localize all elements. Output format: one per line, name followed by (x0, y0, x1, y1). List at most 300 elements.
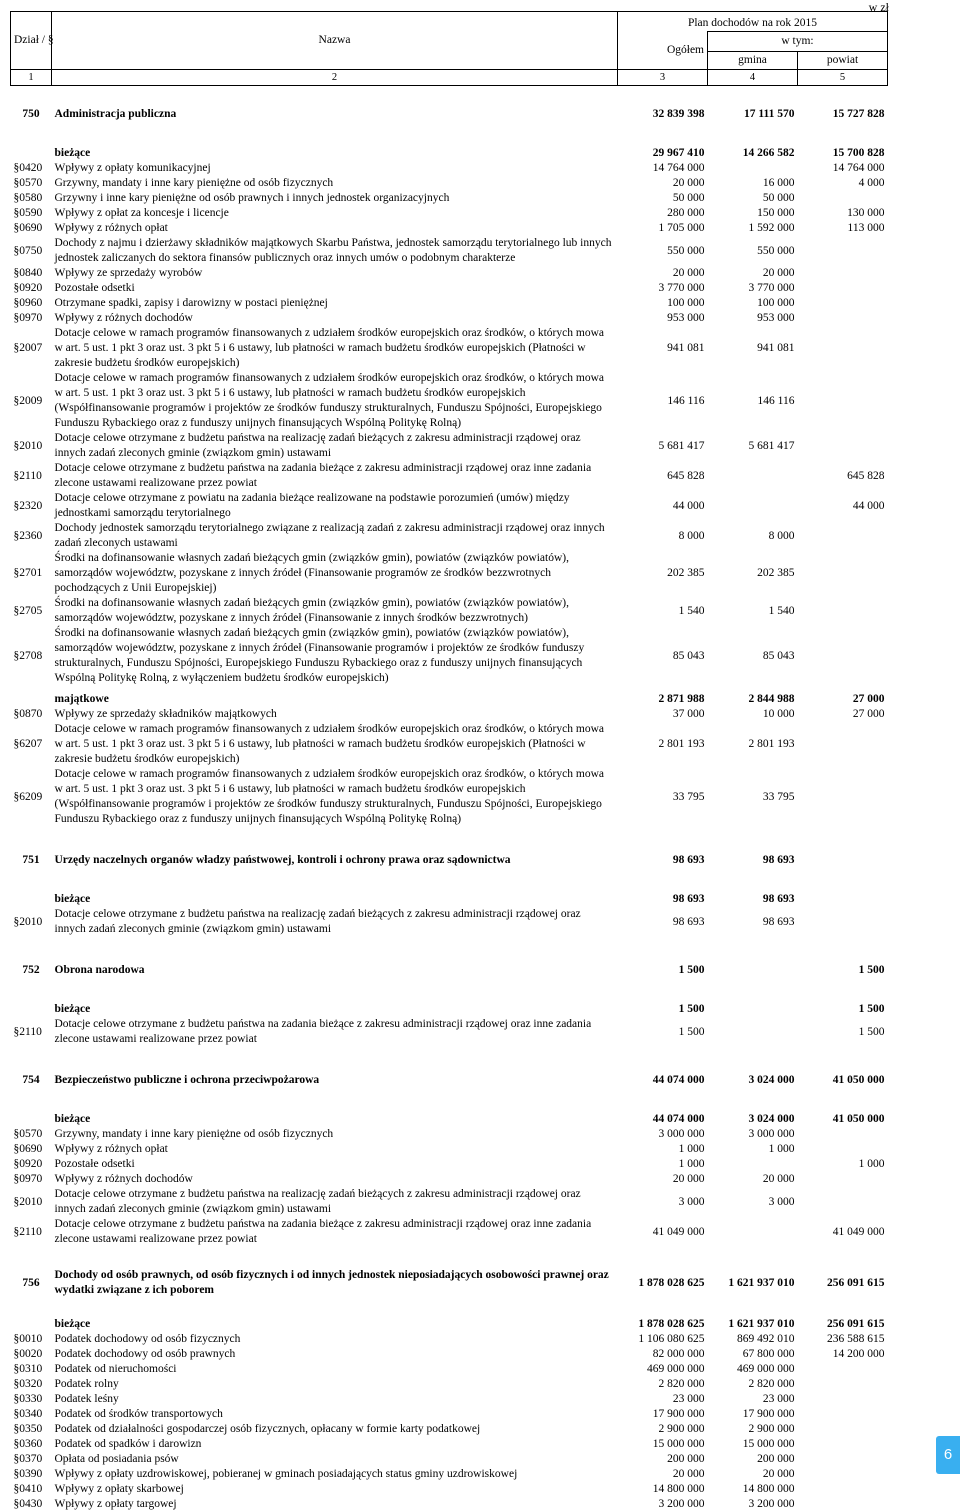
row-name: Grzywny i inne kary pieniężne od osób prawnych i innych jednostek organizacyjnych (52, 191, 618, 206)
row-code: §0920 (11, 1157, 52, 1172)
row-name: bieżące (52, 886, 618, 907)
row-ogolem: 20 000 (618, 1172, 708, 1187)
row-gmina (708, 996, 798, 1017)
table-row (11, 1392, 888, 1407)
row-gmina: 23 000 (708, 1392, 798, 1407)
row-gmina: 50 000 (708, 191, 798, 206)
row-gmina: 20 000 (708, 266, 798, 281)
row-gmina (708, 1157, 798, 1172)
row-gmina: 17 900 000 (708, 1407, 798, 1422)
spacer-row (11, 1047, 888, 1065)
row-ogolem: 469 000 000 (618, 1362, 708, 1377)
row-powiat: 1 000 (798, 1157, 888, 1172)
row-name: Wpływy ze sprzedaży wyrobów (52, 266, 618, 281)
row-gmina: 14 266 582 (708, 140, 798, 161)
row-powiat (798, 266, 888, 281)
row-code: §2701 (11, 551, 52, 596)
spacer-row (11, 937, 888, 955)
row-name: Dotacje celowe otrzymane z budżetu państwa na realizację zadań bieżących z zakresu administracji rządowej oraz innych zadań zleconych gminie (związkom gmin) ustawami (52, 907, 618, 937)
row-code: §2110 (11, 1217, 52, 1247)
row-gmina: 1 592 000 (708, 221, 798, 236)
row-name: Wpływy z opłat za koncesje i licencje (52, 206, 618, 221)
row-name: Wpływy z różnych dochodów (52, 1172, 618, 1187)
section-dzial-row (11, 99, 888, 127)
spacer-row (11, 873, 888, 886)
row-gmina: 100 000 (708, 296, 798, 311)
row-name: Bezpieczeństwo publiczne i ochrona przeciwpożarowa (52, 1065, 618, 1093)
row-ogolem: 44 000 (618, 491, 708, 521)
row-code: 756 (11, 1265, 52, 1298)
row-name: Dotacje celowe otrzymane z budżetu państwa na realizację zadań bieżących z zakresu administracji rządowej oraz innych zadań zleconych gminie (związkom gmin) ustawami (52, 431, 618, 461)
subtotal-row (11, 1106, 888, 1127)
row-code: 751 (11, 845, 52, 873)
row-powiat (798, 907, 888, 937)
row-ogolem: 3 000 (618, 1187, 708, 1217)
row-powiat: 1 500 (798, 996, 888, 1017)
row-code (11, 886, 52, 907)
row-ogolem: 1 878 028 625 (618, 1311, 708, 1332)
row-name: Podatek dochodowy od osób prawnych (52, 1347, 618, 1362)
row-powiat: 1 500 (798, 955, 888, 983)
row-name: Środki na dofinansowanie własnych zadań bieżących gmin (związków gmin), powiatów (związków powiatów), samorządów województw, pozyskane z innych źródeł (Finansowanie z innych środków bezzwrotnych) (52, 596, 618, 626)
row-code: §0960 (11, 296, 52, 311)
row-powiat (798, 1482, 888, 1497)
row-gmina: 200 000 (708, 1452, 798, 1467)
row-powiat (798, 191, 888, 206)
row-name: Grzywny, mandaty i inne kary pieniężne od osób fizycznych (52, 176, 618, 191)
row-powiat (798, 767, 888, 827)
row-gmina: 202 385 (708, 551, 798, 596)
row-ogolem: 280 000 (618, 206, 708, 221)
spacer-cell (11, 873, 888, 886)
spacer-row (11, 1247, 888, 1265)
page-number-tab: 6 (936, 1436, 960, 1474)
header-plan-title: Plan dochodów na rok 2015 (618, 12, 888, 32)
table-row (11, 1482, 888, 1497)
row-ogolem: 82 000 000 (618, 1347, 708, 1362)
row-gmina: 33 795 (708, 767, 798, 827)
row-code: §0750 (11, 236, 52, 266)
row-gmina: 2 801 193 (708, 722, 798, 767)
row-ogolem: 98 693 (618, 886, 708, 907)
row-gmina: 14 800 000 (708, 1482, 798, 1497)
row-name: Dotacje celowe otrzymane z budżetu państwa na zadania bieżące z zakresu administracji rządowej oraz inne zadania zlecone ustawami realizowane przez powiat (52, 461, 618, 491)
row-powiat (798, 845, 888, 873)
row-name: bieżące (52, 1311, 618, 1332)
row-ogolem: 33 795 (618, 767, 708, 827)
spacer-cell (11, 86, 888, 100)
row-name: Wpływy z różnych dochodów (52, 311, 618, 326)
subtotal-row (11, 996, 888, 1017)
row-name: Podatek rolny (52, 1377, 618, 1392)
row-gmina: 3 024 000 (708, 1065, 798, 1093)
table-row (11, 236, 888, 266)
row-ogolem: 37 000 (618, 707, 708, 722)
row-name: Wpływy z opłaty skarbowej (52, 1482, 618, 1497)
row-powiat (798, 431, 888, 461)
row-powiat (798, 886, 888, 907)
row-ogolem: 44 074 000 (618, 1065, 708, 1093)
row-ogolem: 3 000 000 (618, 1127, 708, 1142)
row-powiat (798, 1142, 888, 1157)
row-code (11, 1311, 52, 1332)
row-gmina: 869 492 010 (708, 1332, 798, 1347)
row-code: §0690 (11, 1142, 52, 1157)
table-row (11, 1422, 888, 1437)
row-name: Wpływy z różnych opłat (52, 221, 618, 236)
row-name: Otrzymane spadki, zapisy i darowizny w postaci pieniężnej (52, 296, 618, 311)
row-code: §0970 (11, 311, 52, 326)
table-row (11, 1407, 888, 1422)
spacer-row (11, 1093, 888, 1106)
row-powiat (798, 1127, 888, 1142)
row-name: Wpływy z różnych opłat (52, 1142, 618, 1157)
row-powiat (798, 1422, 888, 1437)
row-powiat: 15 727 828 (798, 99, 888, 127)
row-code: §2010 (11, 907, 52, 937)
row-name: Pozostałe odsetki (52, 1157, 618, 1172)
row-name: Obrona narodowa (52, 955, 618, 983)
row-powiat (798, 1452, 888, 1467)
row-powiat (798, 1172, 888, 1187)
row-gmina: 146 116 (708, 371, 798, 431)
spacer-cell (11, 983, 888, 996)
table-row (11, 1467, 888, 1482)
row-powiat (798, 1392, 888, 1407)
row-code: §0320 (11, 1377, 52, 1392)
row-gmina: 98 693 (708, 886, 798, 907)
row-code (11, 686, 52, 707)
row-powiat (798, 1187, 888, 1217)
row-ogolem: 98 693 (618, 907, 708, 937)
row-gmina: 3 000 000 (708, 1127, 798, 1142)
table-row (11, 551, 888, 596)
row-code: §0590 (11, 206, 52, 221)
row-gmina: 98 693 (708, 845, 798, 873)
table-row (11, 431, 888, 461)
row-powiat (798, 1377, 888, 1392)
row-name: Wpływy z opłaty targowej (52, 1497, 618, 1512)
table-row (11, 1332, 888, 1347)
row-ogolem: 44 074 000 (618, 1106, 708, 1127)
row-ogolem: 1 878 028 625 (618, 1265, 708, 1298)
row-gmina: 17 111 570 (708, 99, 798, 127)
column-number: 4 (708, 70, 798, 86)
row-ogolem: 3 200 000 (618, 1497, 708, 1512)
row-code: §0430 (11, 1497, 52, 1512)
row-gmina: 85 043 (708, 626, 798, 686)
row-code (11, 140, 52, 161)
row-powiat (798, 551, 888, 596)
row-gmina: 10 000 (708, 707, 798, 722)
row-powiat (798, 296, 888, 311)
spacer-row (11, 1298, 888, 1311)
row-code: §0310 (11, 1362, 52, 1377)
section-dzial-row (11, 1265, 888, 1298)
table-row (11, 1127, 888, 1142)
unit-label: w zł (869, 0, 889, 15)
header-powiat: powiat (798, 52, 888, 70)
row-code: 752 (11, 955, 52, 983)
column-numbers-row (11, 70, 888, 86)
row-ogolem: 14 800 000 (618, 1482, 708, 1497)
table-row (11, 491, 888, 521)
section-dzial-row (11, 955, 888, 983)
row-gmina: 2 900 000 (708, 1422, 798, 1437)
row-name: Dotacje celowe w ramach programów finansowanych z udziałem środków europejskich oraz środków, o których mowa w art. 5 ust. 1 pkt 3 oraz ust. 3 pkt 5 i 6 ustawy, lub płatności w ramach budżetu środków europejskich (Płatności w zakresie budżetu środków europejskich) (52, 722, 618, 767)
row-name: Grzywny, mandaty i inne kary pieniężne od osób fizycznych (52, 1127, 618, 1142)
spacer-cell (11, 1247, 888, 1265)
row-ogolem: 8 000 (618, 521, 708, 551)
row-powiat (798, 521, 888, 551)
row-powiat: 27 000 (798, 686, 888, 707)
row-gmina: 550 000 (708, 236, 798, 266)
row-ogolem: 50 000 (618, 191, 708, 206)
row-name: Środki na dofinansowanie własnych zadań bieżących gmin (związków gmin), powiatów (związków powiatów), samorządów województw, pozyskane z innych źródeł (Finansowanie programów i projektów ze środków funduszy strukturalnych, Funduszu Spójności, Europejskiego Funduszu Rybackiego oraz z funduszy unijnych finansujących Wspólną Politykę Rolną, z wyłączeniem budżetu środków europejskich) (52, 626, 618, 686)
row-code: §6209 (11, 767, 52, 827)
table-row (11, 206, 888, 221)
row-ogolem: 14 764 000 (618, 161, 708, 176)
row-powiat: 1 500 (798, 1017, 888, 1047)
row-ogolem: 20 000 (618, 176, 708, 191)
table-row (11, 626, 888, 686)
row-powiat: 14 764 000 (798, 161, 888, 176)
table-row (11, 1362, 888, 1377)
row-gmina (708, 461, 798, 491)
row-ogolem: 1 000 (618, 1157, 708, 1172)
table-row (11, 1347, 888, 1362)
row-code: §2009 (11, 371, 52, 431)
row-gmina: 469 000 000 (708, 1362, 798, 1377)
table-row (11, 161, 888, 176)
row-gmina: 2 820 000 (708, 1377, 798, 1392)
header-nazwa: Nazwa (52, 12, 618, 70)
row-powiat (798, 1467, 888, 1482)
row-gmina: 16 000 (708, 176, 798, 191)
table-row (11, 311, 888, 326)
row-name: Środki na dofinansowanie własnych zadań bieżących gmin (związków gmin), powiatów (związków powiatów), samorządów województw, pozyskane z innych źródeł (Finansowanie programów ze środków bezzwrotnych pochodzących z Unii Europejskiej) (52, 551, 618, 596)
row-name: Dotacje celowe w ramach programów finansowanych z udziałem środków europejskich oraz środków, o których mowa w art. 5 ust. 1 pkt 3 oraz ust. 3 pkt 5 i 6 ustawy, lub płatności w ramach budżetu środków europejskich (Współfinansowanie programów i projektów ze środków funduszy strukturalnych, Funduszu Spójności, Europejskiego Funduszu Rybackiego oraz z funduszy unijnych finansujących Wspólną Politykę Rolną) (52, 371, 618, 431)
row-powiat (798, 1407, 888, 1422)
row-code: §2360 (11, 521, 52, 551)
spacer-row (11, 827, 888, 845)
row-ogolem: 15 000 000 (618, 1437, 708, 1452)
row-gmina: 150 000 (708, 206, 798, 221)
row-ogolem: 100 000 (618, 296, 708, 311)
row-name: Dotacje celowe w ramach programów finansowanych z udziałem środków europejskich oraz środków, o których mowa w art. 5 ust. 1 pkt 3 oraz ust. 3 pkt 5 i 6 ustawy, lub płatności w ramach budżetu środków europejskich (Współfinansowanie programów i projektów ze środków funduszy strukturalnych, Funduszu Spójności, Europejskiego Funduszu Rybackiego oraz z funduszy unijnych finansujących Wspólną Politykę Rolną) (52, 767, 618, 827)
row-powiat: 236 588 615 (798, 1332, 888, 1347)
row-name: Wpływy ze sprzedaży składników majątkowych (52, 707, 618, 722)
table-row (11, 1497, 888, 1512)
row-ogolem: 200 000 (618, 1452, 708, 1467)
row-ogolem: 202 385 (618, 551, 708, 596)
spacer-cell (11, 1047, 888, 1065)
row-gmina: 3 770 000 (708, 281, 798, 296)
row-powiat: 27 000 (798, 707, 888, 722)
row-ogolem: 1 000 (618, 1142, 708, 1157)
row-name: Podatek od działalności gospodarczej osób fizycznych, opłacany w formie karty podatkowej (52, 1422, 618, 1437)
table-header (11, 12, 888, 86)
row-code: §2110 (11, 461, 52, 491)
row-gmina: 3 024 000 (708, 1106, 798, 1127)
row-ogolem: 3 770 000 (618, 281, 708, 296)
row-gmina: 8 000 (708, 521, 798, 551)
row-powiat: 15 700 828 (798, 140, 888, 161)
row-powiat (798, 722, 888, 767)
row-code: §2110 (11, 1017, 52, 1047)
row-ogolem: 953 000 (618, 311, 708, 326)
row-ogolem: 5 681 417 (618, 431, 708, 461)
row-gmina: 953 000 (708, 311, 798, 326)
row-code: §0970 (11, 1172, 52, 1187)
row-code: §6207 (11, 722, 52, 767)
row-gmina: 3 200 000 (708, 1497, 798, 1512)
section-dzial-row (11, 1065, 888, 1093)
row-powiat (798, 626, 888, 686)
row-powiat (798, 311, 888, 326)
row-code: §0410 (11, 1482, 52, 1497)
table-row (11, 1142, 888, 1157)
row-code: §0570 (11, 176, 52, 191)
row-name: Podatek od spadków i darowizn (52, 1437, 618, 1452)
row-code: §2010 (11, 431, 52, 461)
row-powiat (798, 371, 888, 431)
row-powiat (798, 326, 888, 371)
row-name: Podatek dochodowy od osób fizycznych (52, 1332, 618, 1347)
row-ogolem: 1 540 (618, 596, 708, 626)
row-code: §0420 (11, 161, 52, 176)
row-gmina (708, 1217, 798, 1247)
row-powiat (798, 1362, 888, 1377)
table-row (11, 722, 888, 767)
table-row (11, 521, 888, 551)
row-code: §0340 (11, 1407, 52, 1422)
subtotal-row (11, 1311, 888, 1332)
spacer-cell (11, 127, 888, 140)
row-name: bieżące (52, 996, 618, 1017)
row-gmina: 20 000 (708, 1467, 798, 1482)
column-number: 3 (618, 70, 708, 86)
row-name: Administracja publiczna (52, 99, 618, 127)
row-code: §2007 (11, 326, 52, 371)
table-row (11, 1437, 888, 1452)
table-row (11, 707, 888, 722)
row-code: §0370 (11, 1452, 52, 1467)
row-powiat: 4 000 (798, 176, 888, 191)
row-name: Dochody od osób prawnych, od osób fizycznych i od innych jednostek nieposiadających osobowości prawnej oraz wydatki związane z ich poborem (52, 1265, 618, 1298)
row-code: 750 (11, 99, 52, 127)
row-code: §2010 (11, 1187, 52, 1217)
table-row (11, 1172, 888, 1187)
row-code: §0390 (11, 1467, 52, 1482)
header-dzial: Dział / § (11, 12, 52, 70)
row-gmina: 3 000 (708, 1187, 798, 1217)
row-gmina: 98 693 (708, 907, 798, 937)
row-name: Wpływy z opłaty komunikacyjnej (52, 161, 618, 176)
row-powiat: 113 000 (798, 221, 888, 236)
row-ogolem: 550 000 (618, 236, 708, 266)
section-dzial-row (11, 845, 888, 873)
row-powiat (798, 1437, 888, 1452)
row-gmina (708, 955, 798, 983)
table-row (11, 281, 888, 296)
row-code: §0020 (11, 1347, 52, 1362)
row-code: §0570 (11, 1127, 52, 1142)
table-row (11, 907, 888, 937)
spacer-cell (11, 1298, 888, 1311)
row-name: Dotacje celowe w ramach programów finansowanych z udziałem środków europejskich oraz środków, o których mowa w art. 5 ust. 1 pkt 3 oraz ust. 3 pkt 5 i 6 ustawy, lub płatności w ramach budżetu środków europejskich (Płatności w zakresie budżetu środków europejskich) (52, 326, 618, 371)
table-row (11, 266, 888, 281)
column-number: 1 (11, 70, 52, 86)
table-row (11, 1217, 888, 1247)
row-name: Dotacje celowe otrzymane z budżetu państwa na realizację zadań bieżących z zakresu administracji rządowej oraz innych zadań zleconych gminie (związkom gmin) ustawami (52, 1187, 618, 1217)
spacer-row (11, 983, 888, 996)
table-row (11, 1452, 888, 1467)
table-row (11, 461, 888, 491)
table-row (11, 371, 888, 431)
row-name: majątkowe (52, 686, 618, 707)
row-code: §2320 (11, 491, 52, 521)
row-ogolem: 2 871 988 (618, 686, 708, 707)
row-name: Dochody z najmu i dzierżawy składników majątkowych Skarbu Państwa, jednostek samorządu terytorialnego lub innych jednostek zaliczanych do sektora finansów publicznych oraz innych umów o podobnym charakterze (52, 236, 618, 266)
spacer-cell (11, 937, 888, 955)
row-code: §0580 (11, 191, 52, 206)
row-code: §2708 (11, 626, 52, 686)
row-gmina: 67 800 000 (708, 1347, 798, 1362)
row-gmina: 1 621 937 010 (708, 1265, 798, 1298)
row-powiat (798, 236, 888, 266)
table-row (11, 191, 888, 206)
row-powiat: 41 050 000 (798, 1065, 888, 1093)
spacer-cell (11, 827, 888, 845)
row-powiat (798, 281, 888, 296)
row-name: Opłata od posiadania psów (52, 1452, 618, 1467)
row-code (11, 1106, 52, 1127)
row-ogolem: 20 000 (618, 266, 708, 281)
row-ogolem: 146 116 (618, 371, 708, 431)
row-gmina: 1 621 937 010 (708, 1311, 798, 1332)
table-row (11, 596, 888, 626)
row-name: Pozostałe odsetki (52, 281, 618, 296)
row-gmina (708, 1017, 798, 1047)
row-gmina: 5 681 417 (708, 431, 798, 461)
table-row (11, 221, 888, 236)
row-ogolem: 2 820 000 (618, 1377, 708, 1392)
row-powiat: 645 828 (798, 461, 888, 491)
row-code: §0840 (11, 266, 52, 281)
table-row (11, 1017, 888, 1047)
column-number: 5 (798, 70, 888, 86)
row-name: Podatek od środków transportowych (52, 1407, 618, 1422)
row-ogolem: 1 500 (618, 996, 708, 1017)
subtotal-row (11, 140, 888, 161)
row-gmina: 1 000 (708, 1142, 798, 1157)
table-row (11, 767, 888, 827)
row-code: §0360 (11, 1437, 52, 1452)
column-number: 2 (52, 70, 618, 86)
row-name: Podatek od nieruchomości (52, 1362, 618, 1377)
row-ogolem: 41 049 000 (618, 1217, 708, 1247)
row-ogolem: 17 900 000 (618, 1407, 708, 1422)
row-name: Dochody jednostek samorządu terytorialnego związane z realizacją zadań z zakresu administracji rządowej oraz innych zadań zleconych ustawami (52, 521, 618, 551)
table-row (11, 176, 888, 191)
table-row (11, 1157, 888, 1172)
header-ogolem: Ogółem (618, 32, 708, 70)
row-powiat: 41 049 000 (798, 1217, 888, 1247)
row-name: Dotacje celowe otrzymane z powiatu na zadania bieżące realizowane na podstawie porozumień (umów) między jednostkami samorządu terytorialnego (52, 491, 618, 521)
row-gmina: 1 540 (708, 596, 798, 626)
row-code: §0350 (11, 1422, 52, 1437)
